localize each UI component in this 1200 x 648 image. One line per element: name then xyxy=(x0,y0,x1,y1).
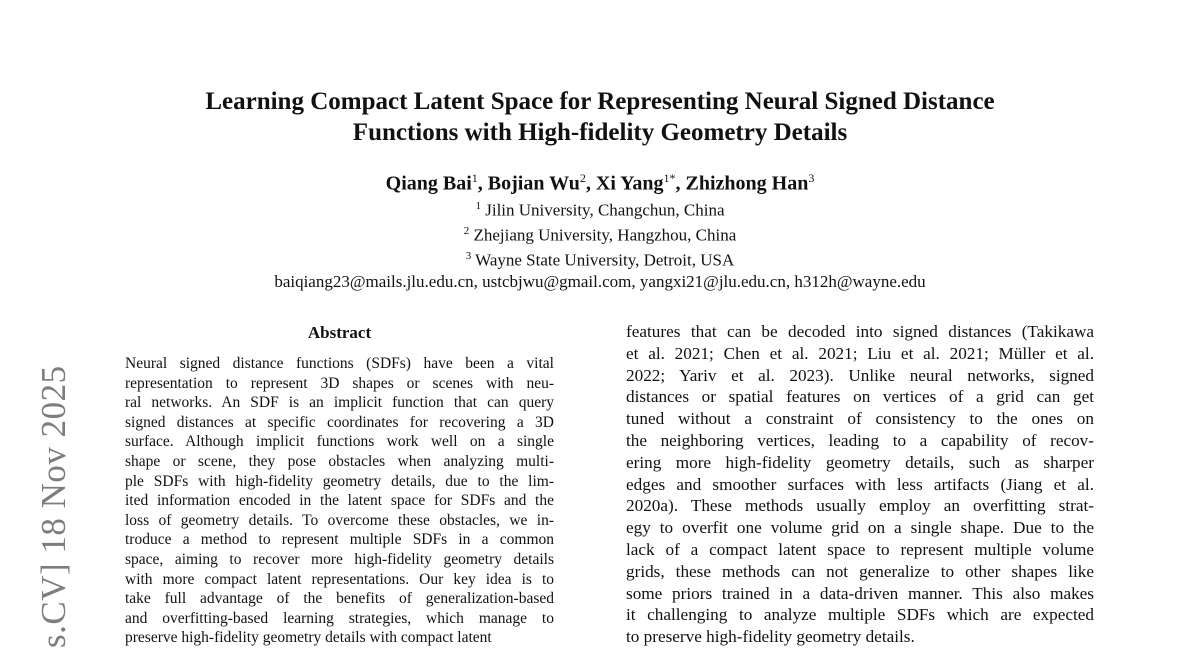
author-affiliation-mark: 2 xyxy=(579,171,586,185)
text-line: take full advantage of the benefits of generalization-based xyxy=(125,590,554,608)
text-line: 2022; Yariv et al. 2023). Unlike neural networks, signed xyxy=(626,365,1094,385)
affiliations xyxy=(110,196,1090,293)
affiliation-line xyxy=(110,221,1090,246)
text-line: 2020a). These methods usually employ an overfitting strat- xyxy=(626,496,1094,516)
affiliation-line xyxy=(110,196,1090,221)
author: Qiang Bai xyxy=(385,172,472,195)
author: Bojian Wu xyxy=(487,172,580,195)
text-line: some priors trained in a data-driven manner. This also makes xyxy=(626,583,1094,603)
right-column-body xyxy=(626,321,1094,648)
arxiv-identifier-stamp: s.CV] 18 Nov 2025 xyxy=(34,365,73,648)
text-line: surface. Although implicit functions work well on a single xyxy=(125,433,554,451)
text-line: et al. 2021; Chen et al. 2021; Liu et al. 2021; Müller et al. xyxy=(626,343,1094,363)
author-list xyxy=(110,166,1090,196)
author-separator: , xyxy=(477,172,488,195)
text-line: features that can be decoded into signed distances (Takikawa xyxy=(626,322,1094,341)
abstract-body xyxy=(125,354,554,648)
text-line: space, aiming to recover more high-fidelity geometry details xyxy=(125,550,554,568)
text-line: ple SDFs with high-fidelity geometry details, due to the lim- xyxy=(125,472,554,490)
affiliation-line xyxy=(110,246,1090,271)
text-line: shape or scene, they pose obstacles when analyzing multi- xyxy=(125,452,554,470)
author: Xi Yang xyxy=(595,172,664,195)
text-line: lack of a compact latent space to represent multiple volume xyxy=(626,539,1094,559)
author-affiliation-mark: 1 xyxy=(471,171,478,185)
text-line: ering more high-fidelity geometry details, such as sharper xyxy=(626,452,1094,472)
text-line: tuned without a constraint of consistency to the ones on xyxy=(626,409,1094,429)
paper-title xyxy=(110,86,1090,148)
text-line: signed distances at specific coordinates for recovering a 3D xyxy=(125,413,554,431)
text-line: edges and smoother surfaces with less artifacts (Jiang et al. xyxy=(626,474,1094,494)
affiliation-mark: 1 xyxy=(475,200,481,212)
affiliation-mark: 2 xyxy=(463,225,470,238)
text-line: representation to represent 3D shapes or scenes with neu- xyxy=(125,374,554,392)
text-line: ited information encoded in the latent space for SDFs and the xyxy=(125,492,554,510)
text-line: distances or spatial features on vertices of a grid can get xyxy=(626,387,1094,407)
author-affiliation-mark: 3 xyxy=(808,171,815,185)
text-line: troduce a method to represent multiple SDFs in a common xyxy=(125,531,554,549)
text-line: it challenging to analyze multiple SDFs which are expected xyxy=(626,605,1094,625)
author-separator: , xyxy=(585,172,596,195)
text-line: the neighboring vertices, leading to a capability of recov- xyxy=(626,430,1094,450)
text-line: to preserve high-fidelity geometry details. xyxy=(626,627,915,647)
abstract-heading: Abstract xyxy=(307,323,372,342)
text-line: loss of geometry details. To overcome these obstacles, we in- xyxy=(125,511,554,529)
paper-title-line-1: Learning Compact Latent Space for Representing Neural Signed Distance xyxy=(205,88,995,115)
author-separator: , xyxy=(675,172,686,195)
text-line: with more compact latent representations. Our key idea is to xyxy=(125,570,554,588)
affiliation-text: Jilin University, Changchun, China xyxy=(481,200,725,220)
text-line: preserve high-fidelity geometry details with compact latent xyxy=(125,629,492,647)
paper-title-line-2: Functions with High-fidelity Geometry Details xyxy=(352,119,848,146)
text-line: ral networks. An SDF is an implicit function that can query xyxy=(125,394,554,412)
author-emails: baiqiang23@mails.jlu.edu.cn, ustcbjwu@gmail.com, yangxi21@jlu.edu.cn, h312h@wayne.edu xyxy=(274,272,926,292)
text-line: and overfitting-based learning strategies, which manage to xyxy=(125,609,554,627)
text-line: grids, these methods can not generalize to other shapes like xyxy=(626,561,1094,581)
affiliation-text: Wayne State University, Detroit, USA xyxy=(471,250,735,270)
affiliation-text: Zhejiang University, Hangzhou, China xyxy=(469,225,737,245)
author: Zhizhong Han xyxy=(685,172,809,195)
author-affiliation-mark: 1* xyxy=(663,171,676,185)
text-line: egy to overfit one volume grid on a single shape. Due to the xyxy=(626,518,1094,538)
affiliation-mark: 3 xyxy=(465,250,472,263)
text-line: Neural signed distance functions (SDFs) have been a vital xyxy=(125,355,554,372)
